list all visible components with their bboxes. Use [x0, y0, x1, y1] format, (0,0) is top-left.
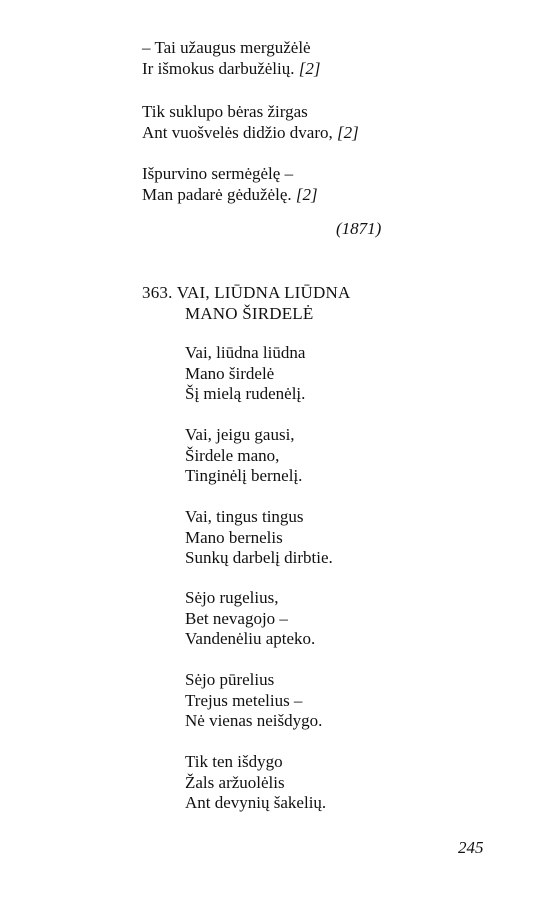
- poem-stanza-1: [185, 343, 305, 405]
- verse-line: Išpurvino sermėgėlę –: [142, 164, 294, 183]
- verse-line: Širdele mano,: [185, 445, 280, 465]
- verse-line: Tik ten išdygo: [185, 752, 283, 771]
- verse-line: Trejus metelius –: [185, 690, 303, 710]
- poem-stanza-5: [185, 670, 322, 732]
- previous-poem-stanza-1: [142, 38, 320, 79]
- verse-line: Mano širdelė: [185, 363, 275, 383]
- previous-poem-stanza-2: [142, 102, 359, 143]
- verse-line: Vai, liūdna liūdna: [185, 343, 306, 362]
- verse-line: Šį mielą rudenėlį.: [185, 384, 306, 403]
- previous-poem-stanza-3: [142, 164, 318, 205]
- poem-stanza-4: [185, 588, 315, 650]
- verse-line: Ant devynių šakelių.: [185, 793, 327, 812]
- verse-line: Sėjo rugelius,: [185, 588, 279, 607]
- poem-date: (1871): [336, 219, 382, 238]
- verse-line: Sunkų darbelį dirbtie.: [185, 548, 333, 567]
- verse-line: Ant vuošvelės didžio dvaro, [2]: [142, 122, 359, 142]
- verse-line: Tinginėlį bernelį.: [185, 466, 303, 485]
- verse-line: Nė vienas neišdygo.: [185, 711, 323, 730]
- poem-title-line-2: MANO ŠIRDELĖ: [185, 303, 314, 323]
- verse-line: Ir išmokus darbužėlių. [2]: [142, 58, 321, 78]
- verse-line: Sėjo pūrelius: [185, 670, 275, 689]
- verse-line: Vai, tingus tingus: [185, 507, 304, 526]
- page-number: 245: [458, 838, 484, 857]
- repeat-mark: [2]: [295, 184, 318, 204]
- verse-line: Žals aržuolėlis: [185, 772, 285, 792]
- verse-line: Man padarė gėdužėlę. [2]: [142, 184, 318, 204]
- poem-title: [142, 283, 350, 324]
- repeat-mark: [2]: [337, 122, 359, 142]
- verse-line: Mano bernelis: [185, 527, 283, 547]
- poem-stanza-3: [185, 507, 333, 569]
- verse-line: Vai, jeigu gausi,: [185, 425, 295, 444]
- verse-line: Vandenėliu apteko.: [185, 629, 316, 648]
- verse-line: Tik suklupo bėras žirgas: [142, 102, 308, 121]
- verse-line: Bet nevagojo –: [185, 608, 288, 628]
- verse-line: – Tai užaugus mergužėlė: [142, 38, 311, 57]
- repeat-mark: [2]: [298, 58, 321, 78]
- poem-stanza-2: [185, 425, 302, 487]
- poem-title-line-1: 363. VAI, LIŪDNA LIŪDNA: [142, 283, 351, 302]
- poem-stanza-6: [185, 752, 326, 814]
